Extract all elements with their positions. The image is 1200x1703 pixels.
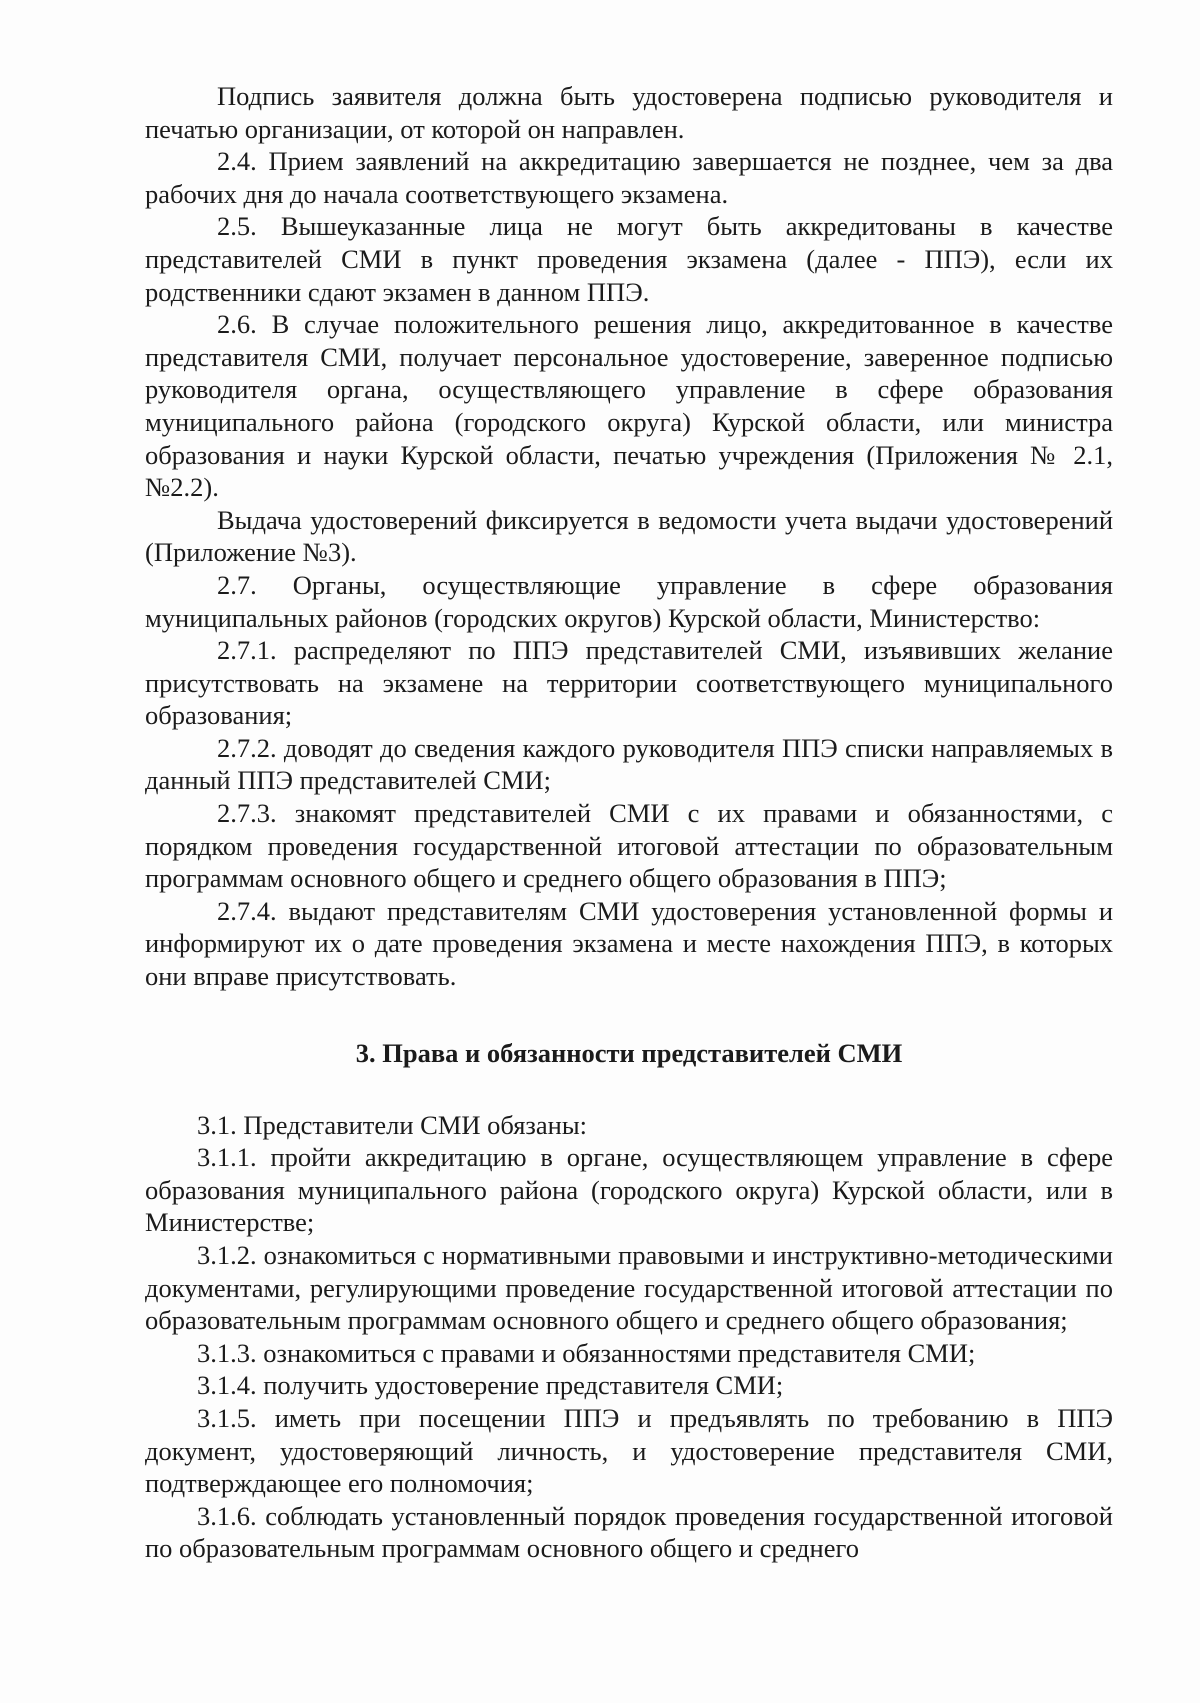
paragraph-2-4: 2.4. Прием заявлений на аккредитацию завершается не позднее, чем за два рабочих дня до начала соответствующего экзамена. [145,146,1113,209]
paragraph-3-1-2: 3.1.2. ознакомиться с нормативными правовыми и инструктивно-методическими документами, регулирующими проведение государственной итоговой аттестации по образовательным программам основного общего и среднего общего образования; [145,1240,1113,1336]
paragraph-2-7: 2.7. Органы, осуществляющие управление в сфере образования муниципальных районов (городских округов) Курской области, Министерство: [145,569,1113,633]
paragraph-issuance-record: Выдача удостоверений фиксируется в ведомости учета выдачи удостоверений (Приложение №3). [145,504,1113,568]
paragraph-3-1-1: 3.1.1. пройти аккредитацию в органе, осуществляющем управление в сфере образования муниципального района (городского округа) Курской области, или в Министерстве; [145,1142,1113,1238]
paragraph-2-6: 2.6. В случае положительного решения лицо, аккредитованное в качестве представителя СМИ, получает персональное удостоверение, заверенное подписью руководителя органа, осуществляющего управление в сфере образования муниципального района (городского округа) Курской области, или министра образования и науки Курской области, печатью учреждения (Приложения № 2.1, №2.2). [145,309,1113,503]
paragraph-3-1-5: 3.1.5. иметь при посещении ППЭ и предъявлять по требованию в ППЭ документ, удостоверяющий личность, и удостоверение представителя СМИ, подтверждающее его полномочия; [145,1402,1113,1499]
paragraph-2-7-2: 2.7.2. доводят до сведения каждого руководителя ППЭ списки направляемых в данный ППЭ представителей СМИ; [145,732,1113,796]
paragraph-signature-note: Подпись заявителя должна быть удостоверена подписью руководителя и печатью организации, от которой он направлен. [145,81,1113,144]
paragraph-2-7-3: 2.7.3. знакомят представителей СМИ с их правами и обязанностями, с порядком проведения государственной итоговой аттестации по образовательным программам основного общего и среднего общего образования в ППЭ; [145,798,1113,894]
paragraph-3-1-6: 3.1.6. соблюдать установленный порядок проведения государственной итоговой по образовательным программам основного общего и среднего [145,1500,1113,1564]
paragraph-3-1-4: 3.1.4. получить удостоверение представителя СМИ; [197,1370,784,1401]
document-body [145,80,1113,1565]
section-heading: 3. Права и обязанности представителей СМИ [355,1037,903,1068]
paragraph-3-1-3: 3.1.3. ознакомиться с правами и обязанностями представителя СМИ; [197,1337,976,1368]
paragraph-2-7-1: 2.7.1. распределяют по ППЭ представителей СМИ, изъявивших желание присутствовать на экзамене на территории соответствующего муниципального образования; [145,635,1113,731]
paragraph-2-7-4: 2.7.4. выдают представителям СМИ удостоверения установленной формы и информируют их о дате проведения экзамена и месте нахождения ППЭ, в которых они вправе присутствовать. [145,895,1113,992]
paragraph-3-1: 3.1. Представители СМИ обязаны: [197,1109,587,1140]
paragraph-2-5: 2.5. Вышеуказанные лица не могут быть аккредитованы в качестве представителей СМИ в пункт проведения экзамена (далее - ППЭ), если их родственники сдают экзамен в данном ППЭ. [145,211,1113,307]
